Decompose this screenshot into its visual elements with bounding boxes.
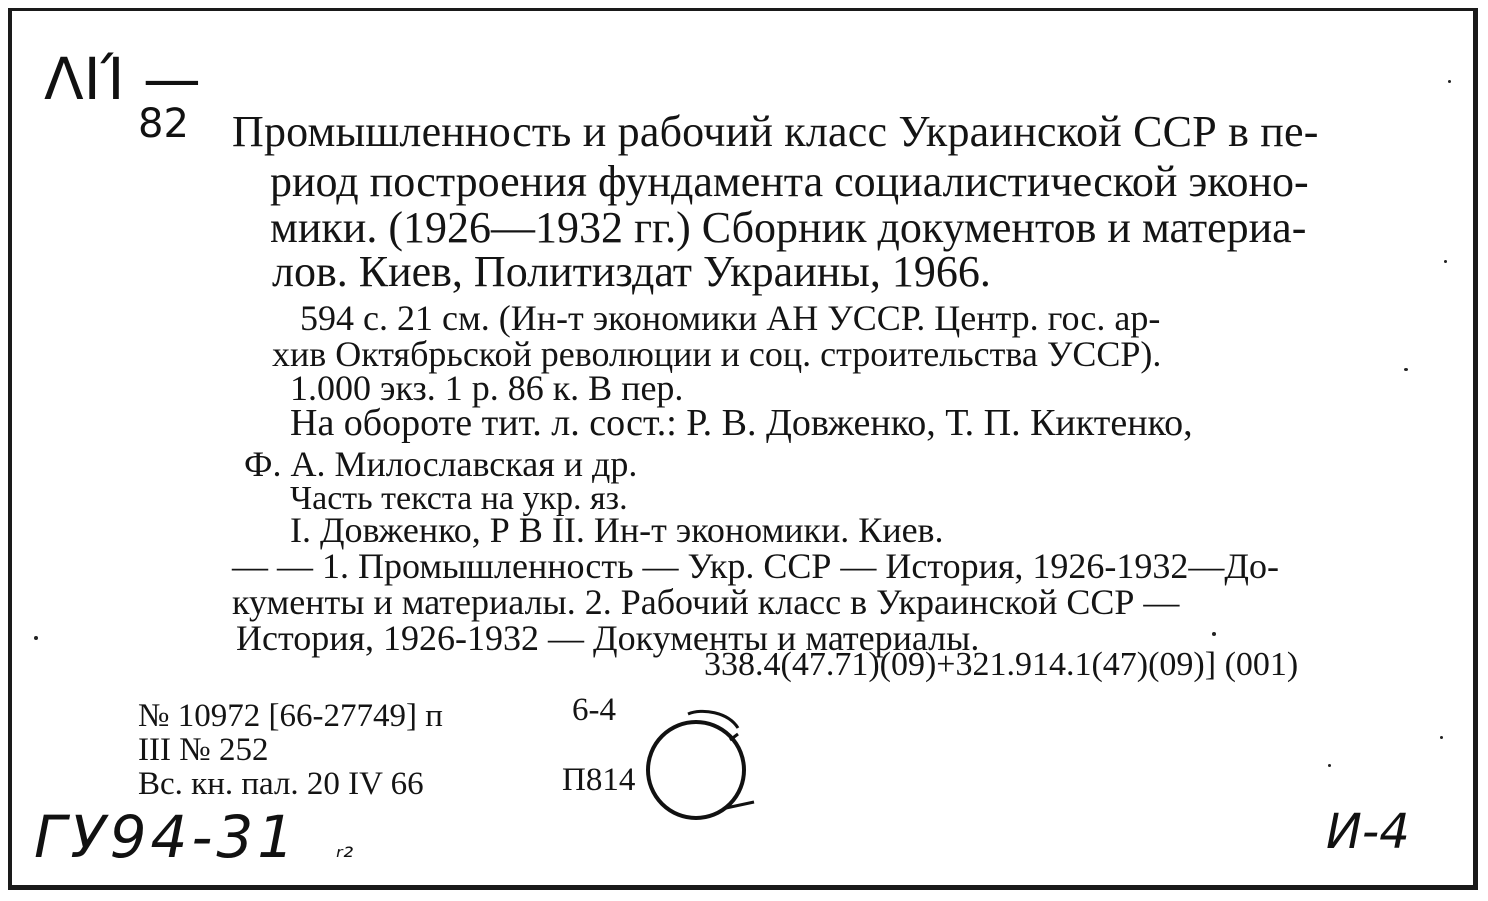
description-line-5: Ф. А. Милославская и др.	[244, 444, 638, 484]
title-line-2: риод построения фундамента социалистической эконо-	[270, 157, 1309, 206]
title-line-1: Промышленность и рабочий класс Украинской ССР в пе-	[232, 107, 1319, 156]
handwritten-top-code: ΛΙΊ —	[44, 45, 201, 113]
description-line-6: Часть текста на укр. яз.	[290, 480, 628, 517]
description-line-3: 1.000 экз. 1 р. 86 к. В пер.	[290, 368, 684, 408]
speck-dot	[1440, 736, 1443, 739]
record-number: № 10972 [66-27749] п	[138, 698, 443, 734]
title-line-4: лов. Киев, Политиздат Украины, 1966.	[272, 247, 991, 296]
handwritten-top-number: 82	[138, 101, 189, 147]
handwritten-bottom-right: И-4	[1326, 804, 1410, 860]
speck-dot	[1404, 368, 1408, 371]
chamber-info: Вс. кн. пал. 20 IV 66	[138, 766, 424, 802]
speck-dot	[1448, 80, 1451, 83]
speck-dot	[34, 636, 38, 640]
title-line-3: мики. (1926—1932 гг.) Сборник документов и материа-	[270, 203, 1307, 252]
tracings-line-1: I. Довженко, Р В II. Ин-т экономики. Киев.	[290, 510, 944, 550]
speck-dot	[1212, 632, 1216, 636]
description-line-4: На обороте тит. л. сост.: Р. В. Довженко, Т. П. Киктенко,	[290, 402, 1193, 444]
handwritten-bottom-left-suffix: ᵣ₂	[336, 834, 354, 864]
handwritten-bottom-left: ГУ94-31	[34, 803, 299, 871]
speck-dot	[1444, 260, 1447, 263]
description-line-2: хив Октябрьской революции и соц. строительства УССР).	[272, 334, 1162, 374]
stamp-circle-mark	[630, 700, 770, 830]
tracings-line-4: История, 1926-1932 — Документы и материалы.	[236, 618, 980, 658]
description-line-1: 594 с. 21 см. (Ин-т экономики АН УССР. Центр. гос. ар-	[300, 298, 1161, 338]
code-p814: П814	[562, 762, 636, 798]
tracings-line-2: — — 1. Промышленность — Укр. ССР — История, 1926-1932—До-	[232, 546, 1279, 586]
series-number: III № 252	[138, 732, 269, 768]
classification-code: 338.4(47.71)(09)+321.914.1(47)(09)] (001)	[704, 646, 1299, 683]
tracings-line-3: кументы и материалы. 2. Рабочий класс в Украинской ССР —	[232, 582, 1180, 622]
speck-dot	[1328, 764, 1331, 767]
code-6-4: 6-4	[572, 692, 616, 728]
